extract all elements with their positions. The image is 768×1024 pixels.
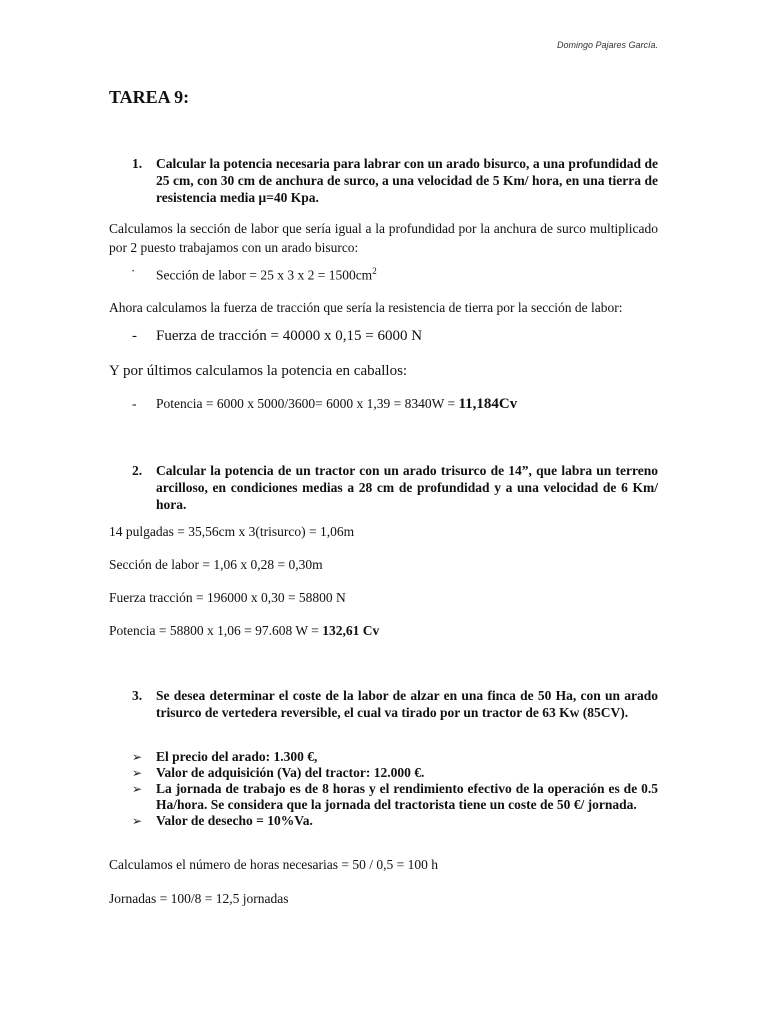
question-2 [132, 462, 658, 513]
q3-item-workday [132, 781, 658, 813]
q2-line-power [109, 623, 379, 639]
q1-bullet-section-sup: 2 [372, 266, 377, 276]
question-1-text: Calcular la potencia necesaria para labrar con un arado bisurco, a una profundidad de 25 cm, con 30 cm de anchura de surco, a una velocidad de 5 Km/ hora, en una tierra de resistencia media μ=40 Kpa. [156, 156, 658, 205]
q1-bullet-mark-2: - [132, 328, 137, 344]
q3-item-tractor-value [132, 765, 658, 781]
arrow-bullet-icon: ➢ [132, 750, 143, 764]
question-1-number: 1. [132, 156, 143, 171]
q2-line-inches: 14 pulgadas = 35,56cm x 3(trisurco) = 1,06m [109, 524, 355, 539]
arrow-bullet-icon: ➢ [132, 814, 143, 828]
q1-paragraph-traction: Ahora calculamos la fuerza de tracción que sería la resistencia de tierra por la sección de labor: [109, 300, 623, 315]
q1-bullet-power-text: Potencia = 6000 x 5000/3600= 6000 x 1,39 = 8340W = [156, 396, 459, 411]
question-2-number: 2. [132, 463, 143, 478]
q2-line-traction: Fuerza tracción = 196000 x 0,30 = 58800 N [109, 590, 346, 605]
q3-item-scrap-value [132, 813, 658, 829]
question-2-text: Calcular la potencia de un tractor con un arado trisurco de 14”, que labra un terreno arcilloso, en condiciones medias a 28 cm de profundidad y a una velocidad de 6 Km/ hora. [156, 463, 658, 512]
q2-line-section: Sección de labor = 1,06 x 0,28 = 0,30m [109, 557, 323, 572]
question-1 [132, 155, 658, 206]
q2-line-power-text: Potencia = 58800 x 1,06 = 97.608 W = [109, 623, 323, 638]
author-header: Domingo Pajares García. [556, 40, 658, 50]
arrow-bullet-icon: ➢ [132, 766, 143, 780]
arrow-bullet-icon: ➢ [132, 782, 143, 796]
q1-power-result: 11,184Cv [458, 396, 518, 412]
q3-item-plough-price [132, 749, 658, 765]
page-title: TAREA 9: [109, 87, 190, 107]
q1-bullet-mark-3: - [132, 396, 137, 411]
q3-item-text: Valor de adquisición (Va) del tractor: 12.000 €. [156, 765, 425, 780]
q1-bullet-section [156, 266, 377, 284]
q2-power-result: 132,61 Cv [322, 623, 380, 638]
q1-bullet-section-text: Sección de labor = 25 x 3 x 2 = 1500cm [156, 267, 373, 283]
question-3 [132, 687, 658, 721]
q1-paragraph-section: Calculamos la sección de labor que sería igual a la profundidad por la anchura de surco multiplicado por 2 puesto trabajamos con un arado bisurco: [109, 221, 658, 255]
q1-bullet-traction: Fuerza de tracción = 40000 x 0,15 = 6000 N [156, 328, 423, 344]
q1-bullet-mark-1: · [131, 263, 136, 278]
q3-item-text: Valor de desecho = 10%Va. [156, 813, 313, 828]
q3-item-text: El precio del arado: 1.300 €, [156, 749, 318, 764]
q1-bullet-power [156, 396, 517, 413]
q3-line-workdays: Jornadas = 100/8 = 12,5 jornadas [109, 891, 289, 906]
q3-line-hours: Calculamos el número de horas necesarias = 50 / 0,5 = 100 h [109, 857, 439, 872]
question-3-text: Se desea determinar el coste de la labor de alzar en una finca de 50 Ha, con un arado trisurco de vertedera reversible, el cual va tirado por un tractor de 63 Kw (85CV). [156, 688, 658, 720]
q3-data-list [132, 749, 658, 829]
q3-item-text: La jornada de trabajo es de 8 horas y el rendimiento efectivo de la operación es de 0.5 Ha/hora. Se considera que la jornada del tractorista tiene un coste de 50 €/ jornada. [156, 781, 658, 812]
question-3-number: 3. [132, 688, 143, 703]
q1-paragraph-power: Y por últimos calculamos la potencia en caballos: [109, 363, 408, 379]
